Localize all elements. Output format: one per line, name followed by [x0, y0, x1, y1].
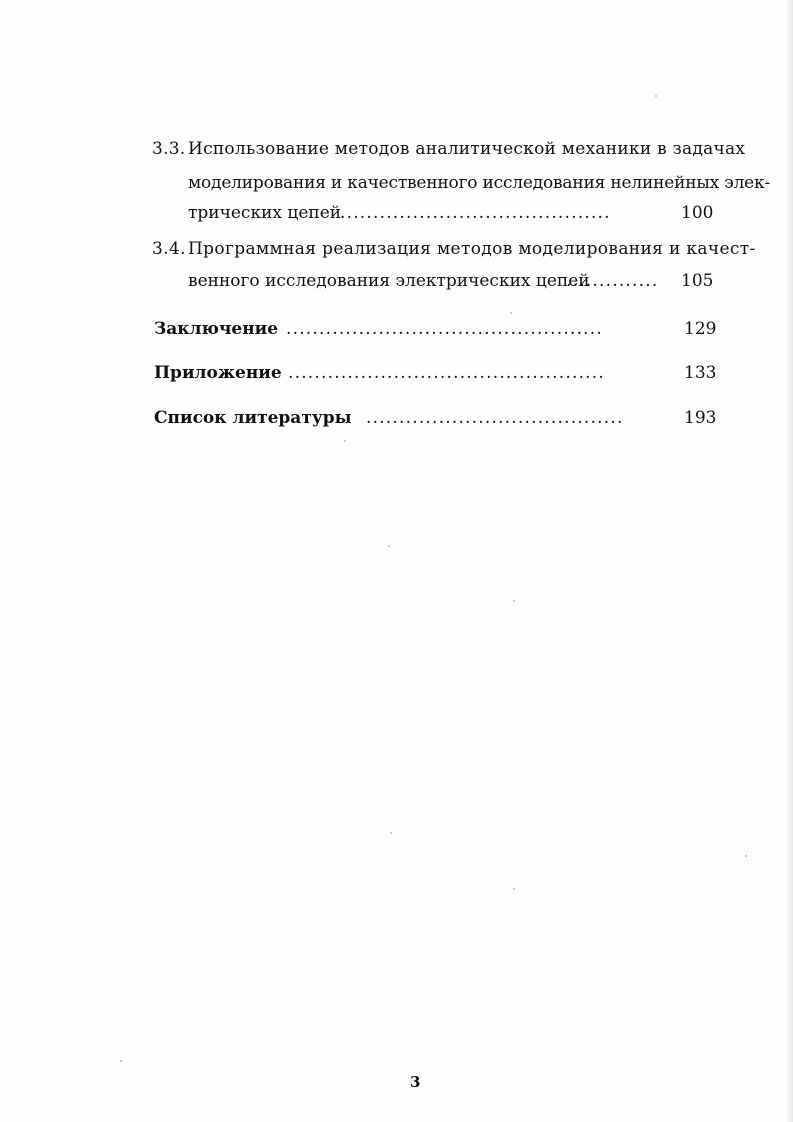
scan-speck: [388, 545, 390, 547]
toc-entry-3-4-page: 105: [681, 271, 714, 291]
toc-entry-appendix-dot-leader: ................................................: [288, 363, 605, 383]
scan-speck: [120, 1060, 122, 1062]
toc-entry-3-3-line-1: [152, 138, 746, 160]
toc-entry-references-page: 193: [684, 408, 717, 428]
toc-entry-3-4-title-line-2: венного исследования электрических цепей: [188, 271, 590, 291]
toc-entry-references-dot-leader: .......................................: [366, 408, 624, 428]
scan-speck: [390, 832, 392, 834]
toc-entry-3-3-title-line-2: моделирования и качественного исследования нелинейных элек-: [188, 173, 770, 193]
toc-entry-3-4-line-2: [188, 270, 716, 292]
page-number: 3: [410, 1073, 421, 1091]
toc-entry-references-title: Список литературы: [154, 408, 352, 428]
toc-entry-appendix: [154, 362, 716, 384]
toc-entry-3-4-dot-leader: ..............: [566, 271, 659, 291]
toc-entry-3-4-line-1: [152, 238, 756, 260]
scan-speck: [513, 888, 515, 890]
scan-speck: [655, 95, 657, 97]
scan-speck: [513, 600, 515, 602]
toc-entry-3-3-line-2: [188, 172, 770, 194]
toc-entry-3-4-title-line-1: Программная реализация методов моделирования и качест-: [188, 239, 756, 259]
toc-entry-references: [154, 407, 716, 429]
toc-entry-appendix-page: 133: [684, 363, 717, 383]
toc-entry-conclusion-title: Заключение: [154, 319, 279, 339]
toc-entry-appendix-title: Приложение: [154, 363, 282, 383]
scan-speck: [344, 440, 346, 442]
toc-entry-3-3-line-3: [188, 202, 716, 224]
toc-entry-3-3-dot-leader: .........................................: [340, 203, 611, 223]
toc-entry-conclusion-dot-leader: ................................................: [286, 319, 603, 339]
toc-entry-3-3-number: 3.3.: [152, 139, 186, 159]
toc-entry-3-4-number: 3.4.: [152, 239, 186, 259]
toc-entry-3-3-title-line-3: трических цепей: [188, 203, 342, 223]
scan-speck: [745, 855, 747, 857]
toc-entry-conclusion: [154, 318, 716, 340]
scan-speck: [510, 312, 512, 314]
toc-entry-3-3-title-line-1: Использование методов аналитической механики в задачах: [188, 139, 746, 159]
toc-entry-3-3-page: 100: [681, 203, 714, 223]
toc-entry-conclusion-page: 129: [684, 319, 717, 339]
